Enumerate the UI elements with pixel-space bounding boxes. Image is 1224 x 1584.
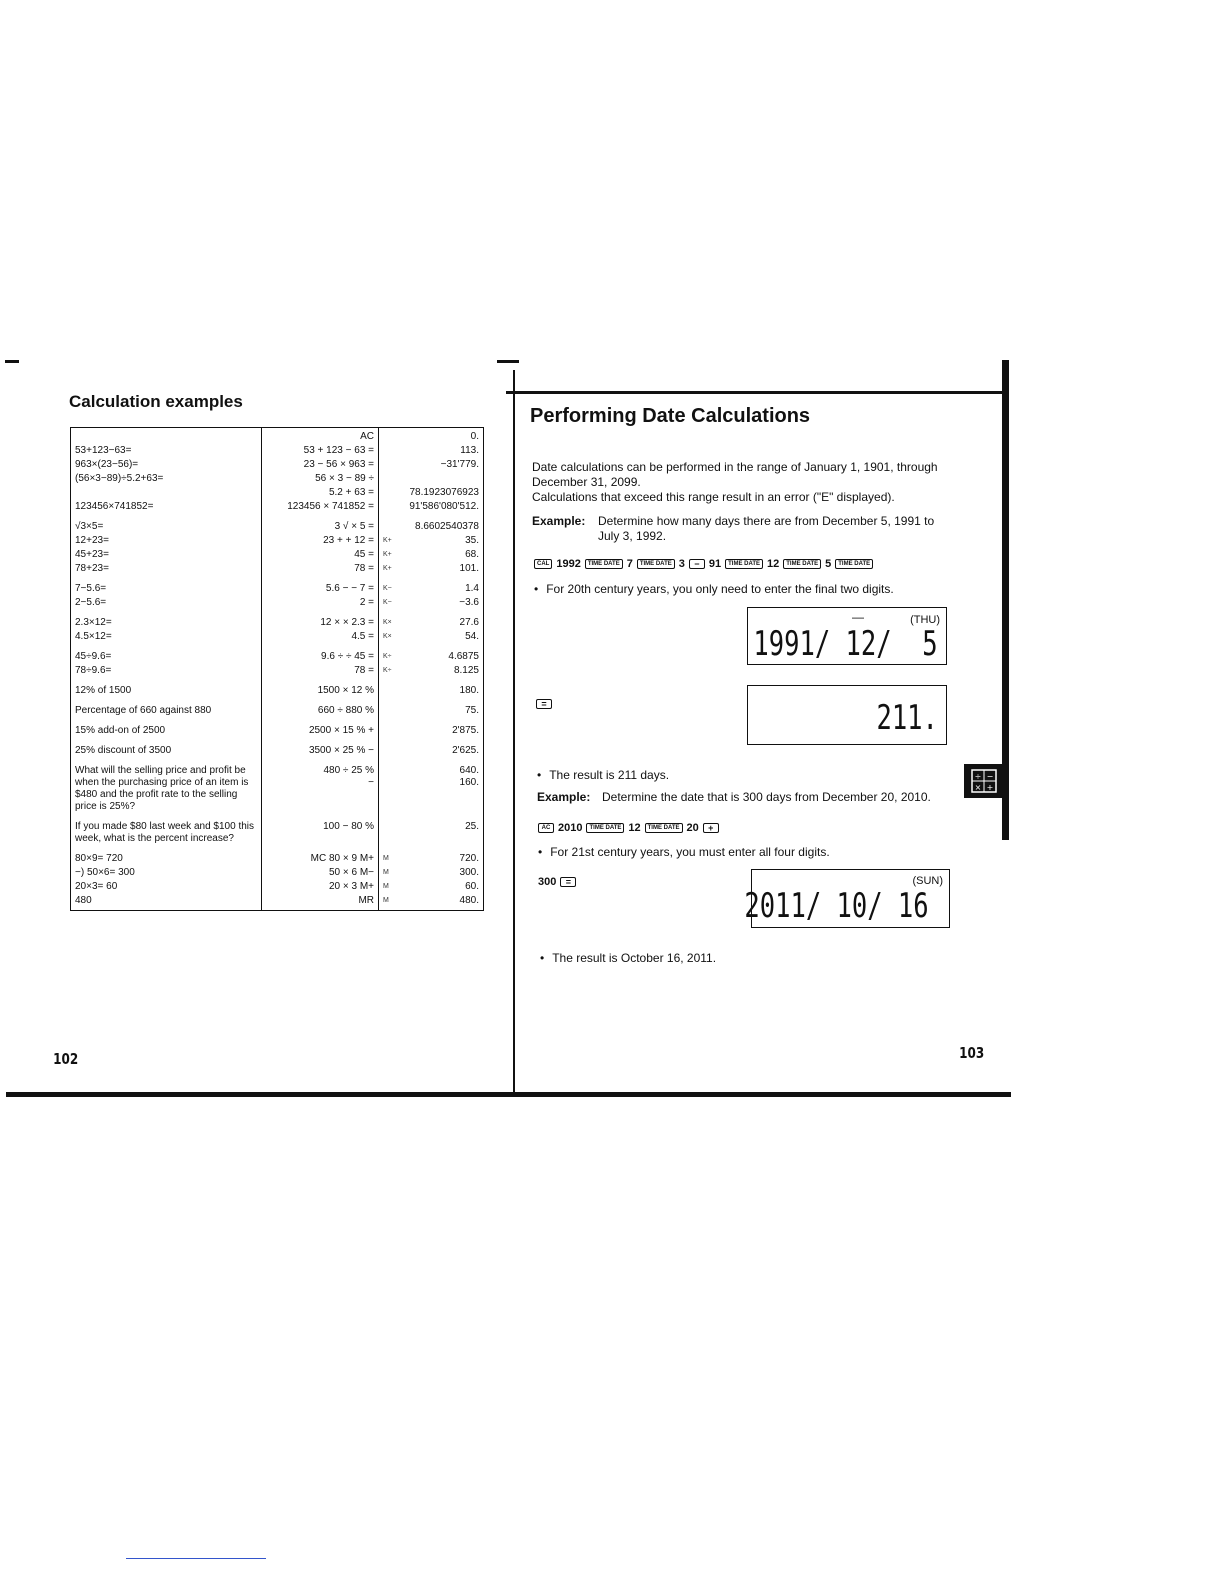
table-row	[71, 428, 484, 445]
calculator-key: +	[703, 823, 719, 833]
equals-key-2: =	[560, 877, 576, 887]
row-flag: K×	[379, 630, 402, 644]
page-title-left: Calculation examples	[69, 392, 243, 411]
row-keystrokes: 2 =	[262, 596, 379, 610]
row-keystrokes: 56 × 3 − 89 ÷	[262, 472, 379, 486]
spine-rule	[513, 370, 515, 1095]
table-row	[71, 698, 484, 718]
example-1-label: Example:	[532, 514, 586, 528]
footer-link-line	[126, 1558, 266, 1559]
row-result: 91'586'080'512.	[401, 500, 484, 514]
table-row	[71, 894, 484, 911]
row-expression: 2−5.6=	[71, 596, 262, 610]
row-result: 54.	[401, 630, 484, 644]
row-flag	[379, 678, 402, 698]
table-row	[71, 718, 484, 738]
table-row	[71, 738, 484, 758]
row-result: 2'625.	[401, 738, 484, 758]
svg-text:÷: ÷	[974, 772, 982, 781]
svg-text:−: −	[986, 772, 994, 781]
lcd-2-value: 211.	[876, 698, 938, 738]
row-flag	[379, 428, 402, 445]
row-keystrokes: 23 − 56 × 963 =	[262, 458, 379, 472]
row-expression: 45+23=	[71, 548, 262, 562]
table-row	[71, 664, 484, 678]
lcd-1-value: 1991/ 12/ 5	[753, 624, 938, 664]
row-keystrokes: 660 ÷ 880 %	[262, 698, 379, 718]
row-expression	[71, 428, 262, 445]
lcd-display-1	[747, 607, 947, 665]
table-row	[71, 486, 484, 500]
row-result: 1.4	[401, 576, 484, 596]
example-2-text: Determine the date that is 300 days from December 20, 2010.	[602, 790, 931, 804]
row-flag	[379, 698, 402, 718]
table-row	[71, 678, 484, 698]
row-result: 101.	[401, 562, 484, 576]
row-result: 35.	[401, 534, 484, 548]
lcd-display-2	[747, 685, 947, 745]
row-keystrokes: 123456 × 741852 =	[262, 500, 379, 514]
table-row	[71, 534, 484, 548]
lcd-1-sign: —	[852, 610, 864, 624]
table-row	[71, 472, 484, 486]
row-flag: M	[379, 894, 402, 911]
table-row	[71, 576, 484, 596]
time-date-key: TIME DATE	[637, 559, 675, 569]
result-2: • The result is October 16, 2011.	[540, 951, 716, 966]
row-flag	[379, 444, 402, 458]
row-flag: K+	[379, 548, 402, 562]
calculator-icon-svg	[971, 769, 997, 793]
row-keystrokes: 53 + 123 − 63 =	[262, 444, 379, 458]
key-sequence-number: 20	[686, 822, 699, 834]
row-result: 720.	[401, 846, 484, 866]
row-expression: If you made $80 last week and $100 this week, what is the percent increase?	[71, 814, 262, 846]
example-1-text: Determine how many days there are from December 5, 1991 to July 3, 1992.	[598, 514, 935, 543]
row-expression: 963×(23−56)=	[71, 458, 262, 472]
time-date-key: TIME DATE	[835, 559, 873, 569]
table-row	[71, 562, 484, 576]
calculator-key: AC	[538, 823, 554, 833]
key-sequence-number: 3	[678, 558, 685, 570]
row-result: 78.1923076923	[401, 486, 484, 500]
intro-text-2: Calculations that exceed this range result in an error ("E" displayed).	[532, 490, 895, 504]
key-sequence-number: 2010	[558, 822, 583, 834]
row-expression: 25% discount of 3500	[71, 738, 262, 758]
row-keystrokes: 9.6 ÷ ÷ 45 =	[262, 644, 379, 664]
time-date-key: TIME DATE	[725, 559, 763, 569]
row-flag: K−	[379, 596, 402, 610]
row-result: 75.	[401, 698, 484, 718]
row-flag	[379, 458, 402, 472]
lcd-display-3	[744, 869, 950, 928]
row-result: 113.	[401, 444, 484, 458]
row-expression: 123456×741852=	[71, 500, 262, 514]
row-flag	[379, 814, 402, 846]
row-flag	[379, 514, 402, 534]
row-result: 0.	[401, 428, 484, 445]
row-flag	[379, 500, 402, 514]
table-row	[71, 630, 484, 644]
row-result: 4.6875	[401, 644, 484, 664]
row-flag: K+	[379, 562, 402, 576]
row-keystrokes: 50 × 6 M−	[262, 866, 379, 880]
row-result	[401, 472, 484, 486]
time-date-key: TIME DATE	[645, 823, 683, 833]
row-flag: K÷	[379, 644, 402, 664]
row-keystrokes: 5.2 + 63 =	[262, 486, 379, 500]
key-sequence-number: 1992	[556, 558, 581, 570]
row-keystrokes: 12 × × 2.3 =	[262, 610, 379, 630]
row-flag: K+	[379, 534, 402, 548]
table-row	[71, 644, 484, 664]
note-2: • For 21st century years, you must enter all four digits.	[538, 845, 830, 860]
calculator-key: −	[689, 559, 705, 569]
table-row	[71, 596, 484, 610]
row-keystrokes: 5.6 − − 7 =	[262, 576, 379, 596]
lcd-1-day: (THU)	[910, 614, 940, 626]
row-flag: M	[379, 846, 402, 866]
row-keystrokes: MR	[262, 894, 379, 911]
key-sequence-number: 12	[767, 558, 780, 570]
example-2	[537, 790, 957, 805]
row-keystrokes: 3 √ × 5 =	[262, 514, 379, 534]
row-expression: 53+123−63=	[71, 444, 262, 458]
row-flag	[379, 758, 402, 814]
spine-cap	[497, 360, 519, 363]
svg-text:+: +	[986, 783, 994, 792]
row-expression: 7−5.6=	[71, 576, 262, 596]
time-date-key: TIME DATE	[586, 823, 624, 833]
calculation-table	[70, 427, 484, 911]
corner-mark	[5, 360, 19, 363]
row-keystrokes: 100 − 80 %	[262, 814, 379, 846]
intro-text-1: Date calculations can be performed in the range of January 1, 1901, through December 31, 2099.	[532, 460, 938, 489]
table-row	[71, 548, 484, 562]
bottom-rule	[6, 1092, 1011, 1097]
row-keystrokes: 78 =	[262, 562, 379, 576]
table-row	[71, 880, 484, 894]
intro-paragraph	[532, 460, 952, 505]
row-keystrokes: 4.5 =	[262, 630, 379, 644]
page-title-right: Performing Date Calculations	[530, 405, 811, 427]
row-result: 25.	[401, 814, 484, 846]
row-expression: 45÷9.6=	[71, 644, 262, 664]
table-row	[71, 866, 484, 880]
row-expression: 15% add-on of 2500	[71, 718, 262, 738]
row-flag	[379, 472, 402, 486]
row-flag: K−	[379, 576, 402, 596]
note-1: • For 20th century years, you only need to enter the final two digits.	[534, 582, 894, 597]
table-row	[71, 458, 484, 472]
table-row	[71, 500, 484, 514]
row-result: 8.125	[401, 664, 484, 678]
example-1	[532, 514, 952, 544]
time-date-key: TIME DATE	[585, 559, 623, 569]
example-2-label: Example:	[537, 790, 591, 804]
row-expression: (56×3−89)÷5.2+63=	[71, 472, 262, 486]
equals-key: =	[536, 694, 552, 712]
row-expression	[71, 486, 262, 500]
key-sequence-number: 5	[825, 558, 832, 570]
row-expression: 78÷9.6=	[71, 664, 262, 678]
table-row	[71, 758, 484, 814]
calculator-icon	[964, 764, 1004, 798]
svg-text:×: ×	[974, 783, 982, 792]
lcd-3-day: (SUN)	[912, 875, 943, 887]
row-result: 640. 160.	[401, 758, 484, 814]
row-keystrokes: 23 + + 12 =	[262, 534, 379, 548]
page-number-left: 102	[53, 1050, 79, 1068]
key-sequence-number: 12	[628, 822, 641, 834]
row-result: 60.	[401, 880, 484, 894]
row-expression: 80×9= 720	[71, 846, 262, 866]
row-result: 68.	[401, 548, 484, 562]
row-keystrokes: 480 ÷ 25 % −	[262, 758, 379, 814]
row-keystrokes: 78 =	[262, 664, 379, 678]
row-keystrokes: 2500 × 15 % +	[262, 718, 379, 738]
table-row	[71, 514, 484, 534]
row-expression: 12+23=	[71, 534, 262, 548]
row-keystrokes: 1500 × 12 %	[262, 678, 379, 698]
row-expression: −) 50×6= 300	[71, 866, 262, 880]
row-expression: 20×3= 60	[71, 880, 262, 894]
row-result: 8.6602540378	[401, 514, 484, 534]
row-flag: K÷	[379, 664, 402, 678]
row-result: −31'779.	[401, 458, 484, 472]
table-row	[71, 444, 484, 458]
key-sequence-number: 7	[626, 558, 633, 570]
row-expression: 12% of 1500	[71, 678, 262, 698]
row-keystrokes: 45 =	[262, 548, 379, 562]
row-expression: 480	[71, 894, 262, 911]
row-flag	[379, 738, 402, 758]
row-keystrokes: 3500 × 25 % −	[262, 738, 379, 758]
time-date-key: TIME DATE	[783, 559, 821, 569]
row-keystrokes: AC	[262, 428, 379, 445]
key-sequence-3	[538, 876, 576, 888]
row-expression: What will the selling price and profit be when the purchasing price of an item is $480 and the profit rate to the selling price is 25%?	[71, 758, 262, 814]
key-seq-3-number: 300	[538, 876, 557, 888]
row-result: 180.	[401, 678, 484, 698]
row-flag: M	[379, 880, 402, 894]
row-keystrokes: MC 80 × 9 M+	[262, 846, 379, 866]
row-result: 2'875.	[401, 718, 484, 738]
right-top-rule	[506, 391, 1002, 394]
row-expression: Percentage of 660 against 880	[71, 698, 262, 718]
table-row	[71, 846, 484, 866]
table-row	[71, 814, 484, 846]
row-keystrokes: 20 × 3 M+	[262, 880, 379, 894]
result-1: • The result is 211 days.	[537, 768, 669, 783]
key-sequence-number: 91	[708, 558, 722, 570]
table-row	[71, 610, 484, 630]
row-result: −3.6	[401, 596, 484, 610]
row-flag: K×	[379, 610, 402, 630]
calculator-key: CAL	[534, 559, 552, 569]
row-expression: 2.3×12=	[71, 610, 262, 630]
row-expression: √3×5=	[71, 514, 262, 534]
row-result: 300.	[401, 866, 484, 880]
row-flag: M	[379, 866, 402, 880]
row-flag	[379, 486, 402, 500]
lcd-3-value: 2011/ 10/ 16	[744, 886, 929, 926]
page-number-right: 103	[959, 1044, 985, 1062]
row-expression: 4.5×12=	[71, 630, 262, 644]
key-sequence-2	[538, 822, 719, 834]
key-sequence-1	[534, 558, 873, 570]
row-result: 480.	[401, 894, 484, 911]
row-result: 27.6	[401, 610, 484, 630]
row-flag	[379, 718, 402, 738]
row-expression: 78+23=	[71, 562, 262, 576]
